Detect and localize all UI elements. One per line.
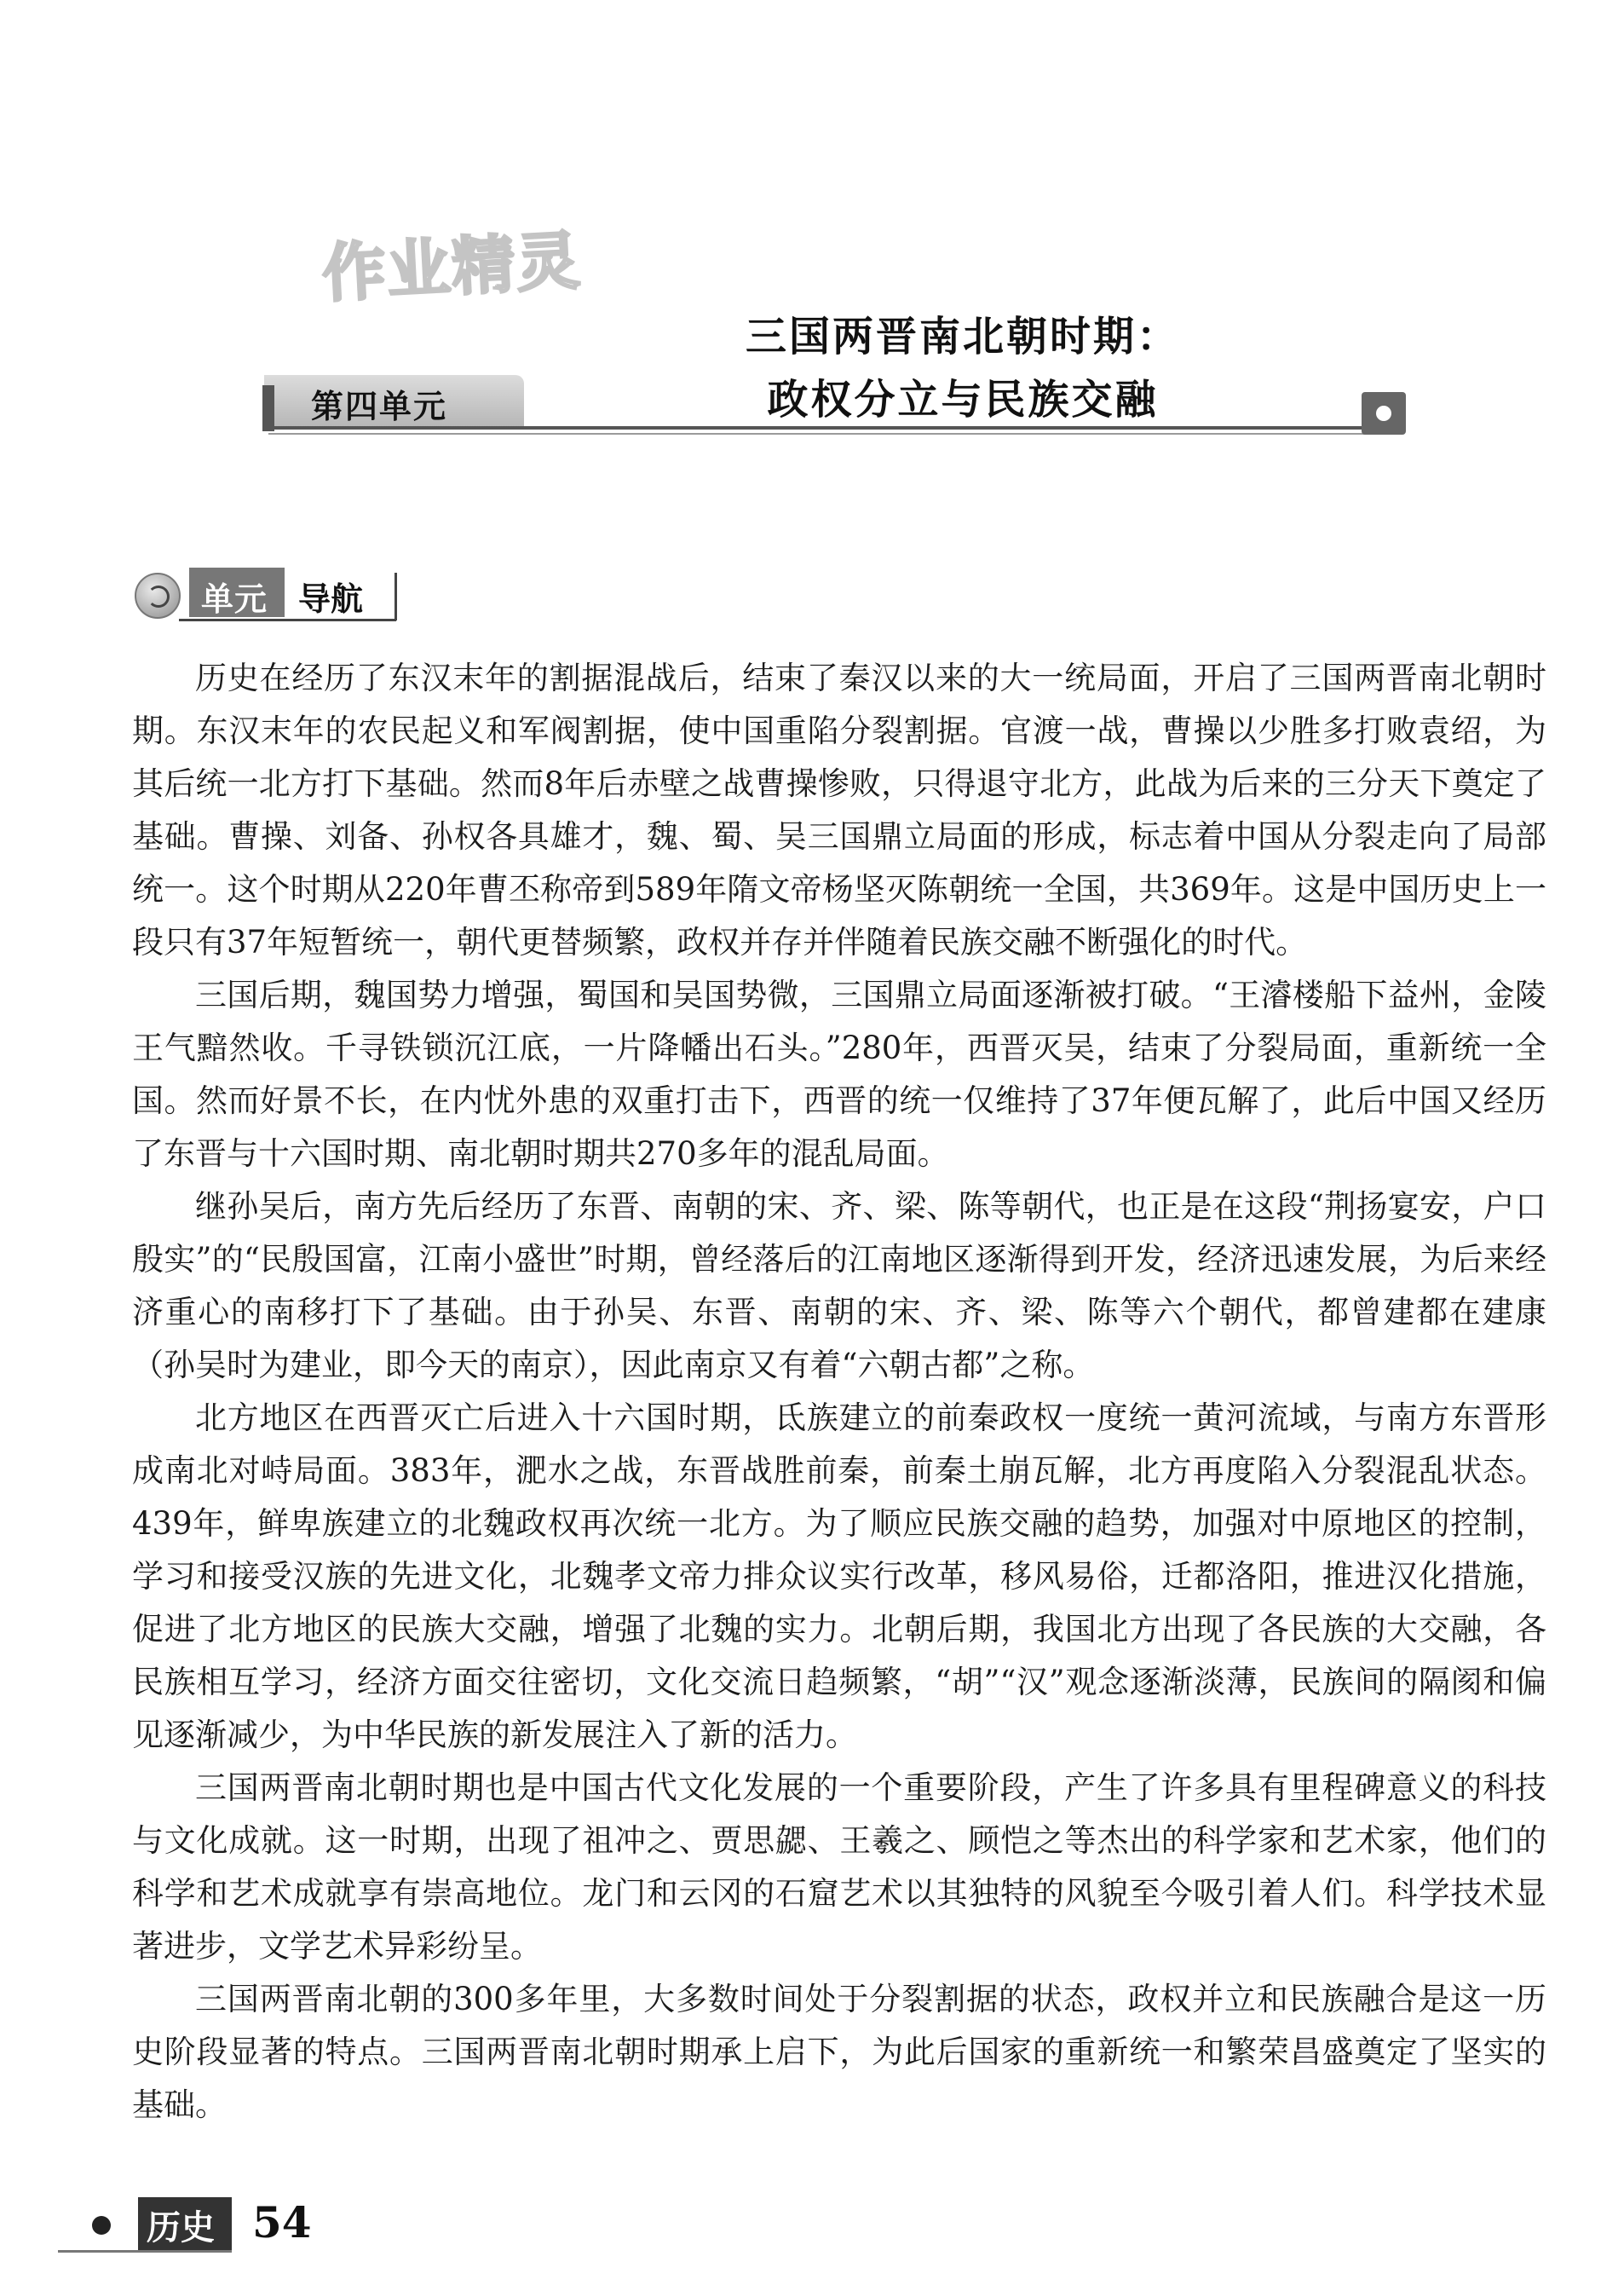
unit-tab-edge [262,385,274,431]
header-divider-thin [268,433,1368,435]
footer-line [58,2250,232,2253]
section-emblem-icon [135,573,181,619]
paragraph-5: 三国两晋南北朝时期也是中国古代文化发展的一个重要阶段，产生了许多具有里程碑意义的科技与文化成就。这一时期，出现了祖冲之、贾思勰、王羲之、顾恺之等杰出的科学家和艺术家，他们的科学和艺术成就享有崇高地位。龙门和云冈的石窟艺术以其独特的风貌至今吸引着人们。科学技术显著进步，文学艺术异彩纷呈。 [132,1769,1546,1965]
unit-title-line1: 三国两晋南北朝时期： [745,313,1180,361]
paragraph-2: 三国后期，魏国势力增强，蜀国和吴国势微，三国鼎立局面逐渐被打破。“王濬楼船下益州，金陵王气黯然收。千寻铁锁沉江底，一片降幡出石头。”280年，西晋灭吴，结束了分裂局面，重新统一全国。然而好景不长，在内忧外患的双重打击下，西晋的统一仅维持了37年便瓦解了，此后中国又经历了东晋与十六国时期、南北朝时期共270多年的混乱局面。 [132,977,1546,1172]
header-divider [268,426,1368,430]
paragraph-6: 三国两晋南北朝的300多年里，大多数时间处于分裂割据的状态，政权并立和民族融合是这一历史阶段显著的特点。三国两晋南北朝时期承上启下，为此后国家的重新统一和繁荣昌盛奠定了坚实的基础。 [132,1981,1546,2123]
watermark-logo: 作业精灵 [320,224,584,311]
page-number: 54 [252,2197,312,2247]
section-tag: 单元 [201,580,268,618]
header-end-dot-icon [1376,406,1391,421]
footer-subject: 历史 [147,2208,215,2247]
unit-title-line2: 政权分立与民族交融 [767,376,1159,424]
paragraph-1: 历史在经历了东汉末年的割据混战后，结束了秦汉以来的大一统局面，开启了三国两晋南北朝时期。东汉末年的农民起义和军阀割据，使中国重陷分裂割据。官渡一战，曹操以少胜多打败袁绍，为其后统一北方打下基础。然而8年后赤壁之战曹操惨败，只得退守北方，此战为后来的三分天下奠定了基础。曹操、刘备、孙权各具雄才，魏、蜀、吴三国鼎立局面的形成，标志着中国从分裂走向了局部统一。这个时期从220年曹丕称帝到589年隋文帝杨坚灭陈朝统一全国，共369年。这是中国历史上一段只有37年短暂统一，朝代更替频繁，政权并存并伴随着民族交融不断强化的时代。 [132,660,1546,961]
unit-label: 第四单元 [311,388,448,425]
section-heading: 导航 [298,580,364,618]
body-text [132,652,1546,2132]
footer-dot-icon [92,2216,111,2235]
section-bracket [394,573,397,620]
paragraph-3: 继孙吴后，南方先后经历了东晋、南朝的宋、齐、梁、陈等朝代，也正是在这段“荆扬宴安，户口殷实”的“民殷国富，江南小盛世”时期，曾经落后的江南地区逐渐得到开发，经济迅速发展，为后来经济重心的南移打下了基础。由于孙吴、东晋、南朝的宋、齐、梁、陈等六个朝代，都曾建都在建康（孙吴时为建业，即今天的南京），因此南京又有着“六朝古都”之称。 [132,1188,1546,1383]
section-underline [179,619,396,621]
paragraph-4: 北方地区在西晋灭亡后进入十六国时期，氐族建立的前秦政权一度统一黄河流域，与南方东晋形成南北对峙局面。383年，淝水之战，东晋战胜前秦，前秦土崩瓦解，北方再度陷入分裂混乱状态。439年，鲜卑族建立的北魏政权再次统一北方。为了顺应民族交融的趋势，加强对中原地区的控制，学习和接受汉族的先进文化，北魏孝文帝力排众议实行改革，移风易俗，迁都洛阳，推进汉化措施，促进了北方地区的民族大交融，增强了北魏的实力。北朝后期，我国北方出现了各民族的大交融，各民族相互学习，经济方面交往密切，文化交流日趋频繁，“胡”“汉”观念逐渐淡薄，民族间的隔阂和偏见逐渐减少，为中华民族的新发展注入了新的活力。 [132,1399,1546,1753]
